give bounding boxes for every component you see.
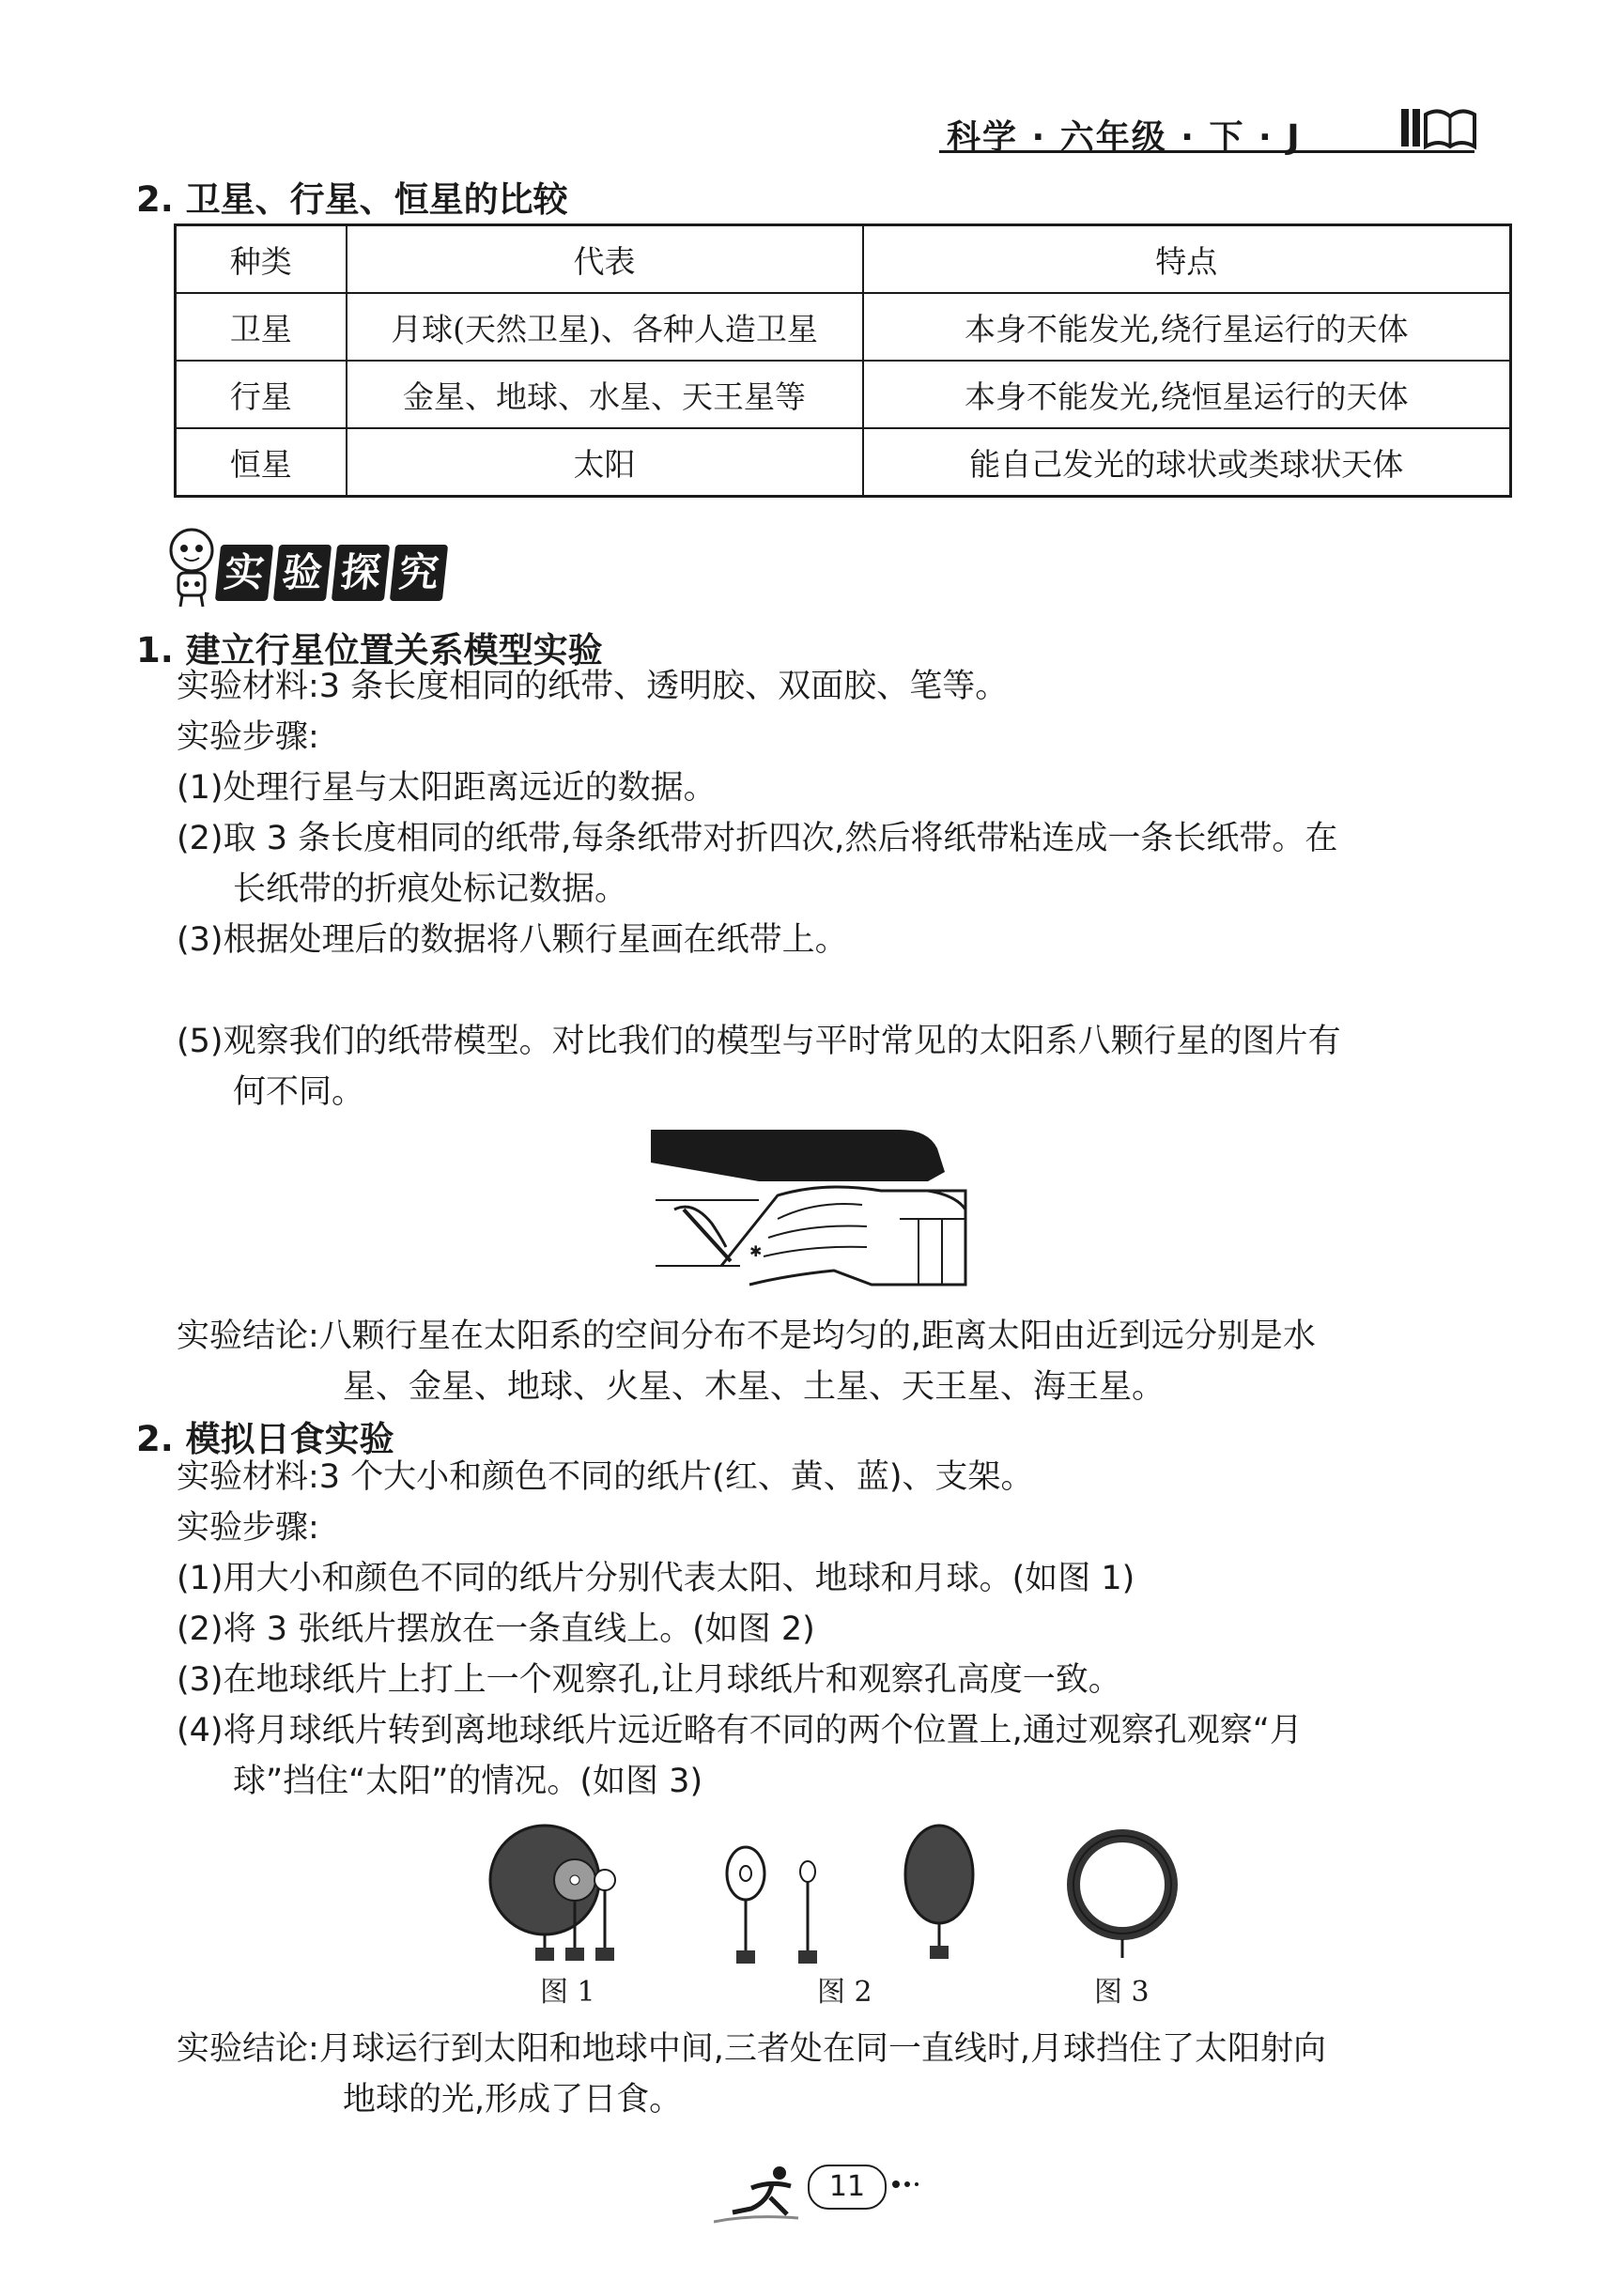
svg-text:✱: ✱ [749,1242,763,1260]
table-cell: 卫星 [176,293,347,361]
figure2-caption: 图 2 [817,1976,872,2009]
table-cell: 月球(天然卫星)、各种人造卫星 [347,293,863,361]
table-header-row [176,225,1511,294]
runner-logo-icon [714,2160,808,2226]
experiment2-heading: 2. 模拟日食实验 [136,1419,394,1459]
figure3-caption: 图 3 [1094,1976,1150,2009]
figure1-illustration [481,1822,636,1963]
experiment2-conclusion: 实验结论:月球运行到太阳和地球中间,三者处在同一直线时,月球挡住了太阳射向 [177,2030,1327,2068]
experiment1-conclusion-cont: 星、金星、地球、火星、木星、土星、天王星、海王星。 [343,1368,1166,1406]
badge-char: 验 [273,545,332,601]
experiment2-step3: (3)在地球纸片上打上一个观察孔,让月球纸片和观察孔高度一致。 [177,1661,1121,1699]
table-cell: 行星 [176,361,347,428]
experiment2-steps-label: 实验步骤: [177,1509,319,1547]
hand-marking-strip-illustration [646,1125,994,1287]
experiment2-step2: (2)将 3 张纸片摆放在一条直线上。(如图 2) [177,1610,815,1648]
table-row [176,428,1511,497]
experiment1-conclusion: 实验结论:八颗行星在太阳系的空间分布不是均匀的,距离太阳由近到远分别是水 [177,1318,1316,1355]
badge-char: 探 [332,545,390,601]
table-header-cell: 代表 [347,225,863,294]
experiment2-step1: (1)用大小和颜色不同的纸片分别代表太阳、地球和月球。(如图 1) [177,1560,1135,1597]
experiment2-step4-cont: 球”挡住“太阳”的情况。(如图 3) [233,1763,703,1800]
experiment1-step5-cont: 何不同。 [233,1073,365,1111]
experiment1-step2: (2)取 3 条长度相同的纸带,每条纸带对折四次,然后将纸带粘连成一条长纸带。在 [177,820,1338,857]
table-header-cell: 种类 [176,225,347,294]
comparison-table [174,223,1512,498]
figure1-caption: 图 1 [540,1976,595,2009]
experiment1-heading: 1. 建立行星位置关系模型实验 [136,630,603,670]
experiment1-step3: (3)根据处理后的数据将八颗行星画在纸带上。 [177,921,848,959]
header-title: 科学 · 六年级 · 下 · J [947,118,1302,157]
badge-char: 实 [215,545,273,601]
header-rule [939,150,1474,153]
experiment1-step5: (5)观察我们的纸带模型。对比我们的模型与平时常见的太阳系八颗行星的图片有 [177,1023,1341,1060]
experiment-badge [218,545,451,607]
table-cell: 金星、地球、水星、天王星等 [347,361,863,428]
experiment1-steps-label: 实验步骤: [177,718,319,756]
table-header-cell: 特点 [863,225,1511,294]
page-dots-decoration [890,2177,928,2192]
book-logo-icon [1399,103,1476,150]
table-row [176,293,1511,361]
badge-char: 究 [390,545,448,601]
comparison-heading: 2. 卫星、行星、恒星的比较 [136,179,568,220]
figure2-illustration [723,1836,836,1967]
table-cell: 本身不能发光,绕恒星运行的天体 [863,361,1511,428]
experiment2-materials: 实验材料:3 个大小和颜色不同的纸片(红、黄、蓝)、支架。 [177,1458,1034,1496]
figure3-ring-illustration [1061,1826,1183,1958]
experiment1-step2-cont: 长纸带的折痕处标记数据。 [233,871,628,908]
table-cell: 恒星 [176,428,347,497]
table-cell: 太阳 [347,428,863,497]
experiment1-step1: (1)处理行星与太阳距离远近的数据。 [177,769,717,807]
experiment1-materials: 实验材料:3 条长度相同的纸带、透明胶、双面胶、笔等。 [177,668,1009,705]
experiment2-step4: (4)将月球纸片转到离地球纸片远近略有不同的两个位置上,通过观察孔观察“月 [177,1712,1303,1749]
figure3-eclipse-near-illustration [897,1822,981,1963]
page-number: 11 [808,2165,887,2210]
table-row [176,361,1511,428]
table-cell: 本身不能发光,绕行星运行的天体 [863,293,1511,361]
experiment2-conclusion-cont: 地球的光,形成了日食。 [343,2081,683,2119]
robot-mascot-icon [162,526,222,610]
table-cell: 能自己发光的球状或类球状天体 [863,428,1511,497]
